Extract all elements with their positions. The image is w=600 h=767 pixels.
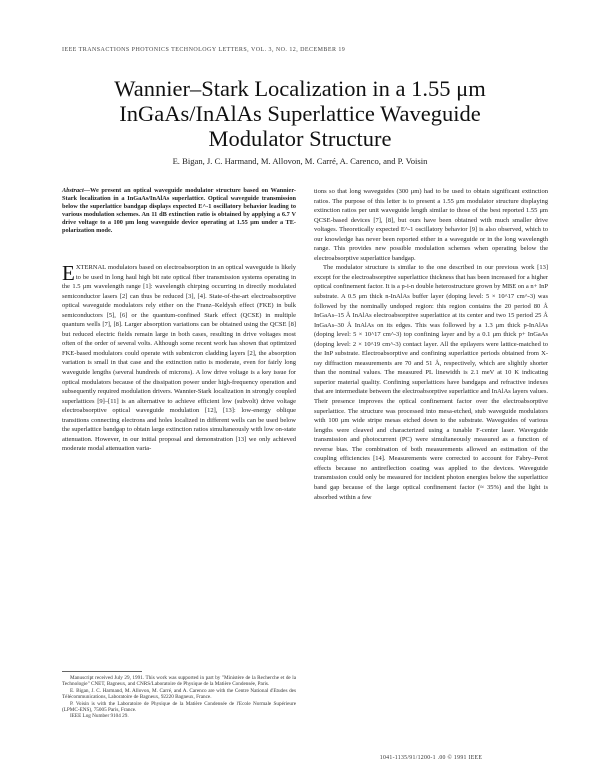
lead-word: XTERNAL (75, 264, 107, 271)
right-paragraph-2: The modulator structure is similar to the one described in our previous work [13] except for the electroabsorptive superlattice thickness that has been increased for a higher optical confinement factor. It is a p-i-n double heterostructure grown by MBE on a n+ InP substrate. A 0.5 μm thick n-InAlAs buffer layer (doping level: 5 × 10^17 cm^-3) was followed by the nominally undoped region: this region contains the 20 period 80 Å InGaAs–15 Å InAlAs electroabsorptive superlattice at its center and two 15 period 25 Å InGaAs–30 Å InAlAs on its edges. This was followed by a 1.3 μm thick p-InAlAs (doping level: 5 × 10^17 cm^-3) top confining layer and by a 0.1 μm thick p+ InGaAs (doping level: 2 × 10^19 cm^-3) contact layer. All the epilayers were lattice-matched to the InP substrate. Electroabsorptive and confining superlattice periods obtained from X-ray diffraction measurements are 70 and 51 Å, respectively, which are slightly shorter than the nominal values. The measured PL linewidth is 2.1 meV at 10 K indicating superior material quality. Confining superlattices have bandgaps and refractive indexes that are intermediate between the electroabsorptive superlattice and InAlAs layers values. Their presence improves the optical confinement factor over the electroabsorptive superlattice. The structure was processed into mesa-etched, stub waveguide modulators with 100 μm wide stripe mesas etched down to the substrate. Waveguides of various lengths were cleaved and characterized using a tunable F-center laser. Waveguide transmission and photocurrent (PC) were simultaneously measured as a function of reverse bias. The combination of both measurements allowed an estimation of the coupling efficiencies [14]. Measurements were corrected to account for Fabry–Perot effects because no antireflection coating was applied to the devices. Waveguide transmission could only be measured for incident photon energies below the superlattice band gap because of the large optical confinement factor (≈ 35%) and the light is absorbed within a few (314, 264, 548, 501)
footnote-affiliation-1: E. Bigan, J. C. Harmand, M. Allovon, M. Carré, and A. Carenco are with the Centre National d'Etudes des Télécommunications, Laboratoire de Bagneux, 92220 Bagneux, France. (62, 687, 296, 701)
footnote-affiliation-2: P. Voisin is with the Laboratoire de Physique de la Matière Condensée de l'Ecole Normale Supérieure (LPMC-ENS), 75005 Paris, France. (62, 700, 296, 714)
paper-title (40, 76, 560, 151)
abstract-label: Abstract— (62, 187, 90, 194)
copyright-footer: 1041-1135/91/1200-1 .00 © 1991 IEEE (379, 755, 483, 761)
intro-text: modulators based on electroabsorption in an optical waveguide is likely to be used in long haul high bit rate optical fiber transmission systems operating in the 1.5 μm wavelength range [1]: wavelength chirping occurring in directly modulated semiconductor lasers [2] can thus be reduced [3], [4]. State-of-the-art electroabsorptive optical waveguide modulators rely either on the Franz–Keldysh effect (FKE) in bulk semiconductors [5], [6] or the quantum-confined Stark effect (QCSE) in multiple quantum wells [7], [8]. Larger absorption variations can be obtained using the QCSE [8] but reduced electric fields remain large in both cases, resulting in drive voltages most often of the order of several volts. Although some recent work has shown that optimized FKE-based modulators could operate with submicron cladding layers [2], the absorption variation is small in that case and the extinction ratio is moderate, even for fairly long waveguide lengths (several hundreds of microns). A low drive voltage is a key issue for optical modulators because of the dissipation power under high-frequency operation and subsequently required modulation drivers. Wannier-Stark localization in strongly coupled superlattices [9]–[11] is an alternative to achieve efficient low (subvolt) drive voltage electroabsorptive optical waveguide modulation [12], [13]: low-energy oblique transitions connecting electrons and holes localized in different wells can be used below the superlattice bandgap to obtain large extinction ratios simultaneously with low on-state attenuation. However, in our initial proposal and demonstration [13] we only achieved moderate modal attenuation varia- (62, 264, 296, 453)
abstract-text: We present an optical waveguide modulator structure based on Wannier-Stark localization in a InGaAs/InAlAs superlattice. Optical waveguide transmission below the superlattice bandgap displays expected E^-1 oscillatory behavior leading to various modulation schemes. An 11 dB extinction ratio is obtained by applying a 6.7 V drive voltage to a 100 μm long waveguide device operating at 1.55 μm under a TE-polarization mode. (62, 187, 296, 234)
author-list: E. Bigan, J. C. Harmand, M. Allovon, M. Carré, A. Carenco, and P. Voisin (172, 156, 428, 166)
footnote-log-number: IEEE Log Number 9104 29. (70, 713, 129, 720)
body-right-column (314, 187, 548, 502)
right-paragraph-1: tions so that long waveguides (300 μm) had to be used to obtain significant extinction ratios. The purpose of this letter is to present a 1.55 μm modulator structure displaying extinction ratios per unit waveguide length similar to those of the best reported 1.55 μm QCSE-based devices [7], [8], but ours have been obtained with much smaller drive voltages. Theoretically expected E^-1 oscillatory behavior [9] is also observed, which to our knowledge has never been reported either in a waveguide or in the long wavelength range. This provides new possible modulation schemes when operating below the electroabsorptive superlattice bandgap. (314, 188, 548, 262)
running-head: IEEE TRANSACTIONS PHOTONICS TECHNOLOGY LETTERS, VOL. 3, NO. 12, DECEMBER 19 (62, 47, 346, 53)
footnote-received: Manuscript received July 29, 1991. This work was supported in part by "Ministère de la Recherche et de la Technologie" CNET, Bagneux, and CNRS/Laboratoire de Physique de la Matière Condensée, Paris. (62, 675, 296, 688)
drop-cap: E (62, 261, 75, 285)
title-line-2: InGaAs/InAlAs Superlattice Waveguide (119, 101, 481, 126)
title-line-1: Wannier–Stark Localization in a 1.55 μm (114, 76, 486, 101)
body-left-column (62, 263, 296, 454)
footnotes (62, 675, 296, 720)
title-line-3: Modulator Structure (208, 126, 392, 151)
footnote-rule (62, 671, 142, 672)
abstract (62, 187, 296, 234)
intro-paragraph (62, 263, 296, 454)
